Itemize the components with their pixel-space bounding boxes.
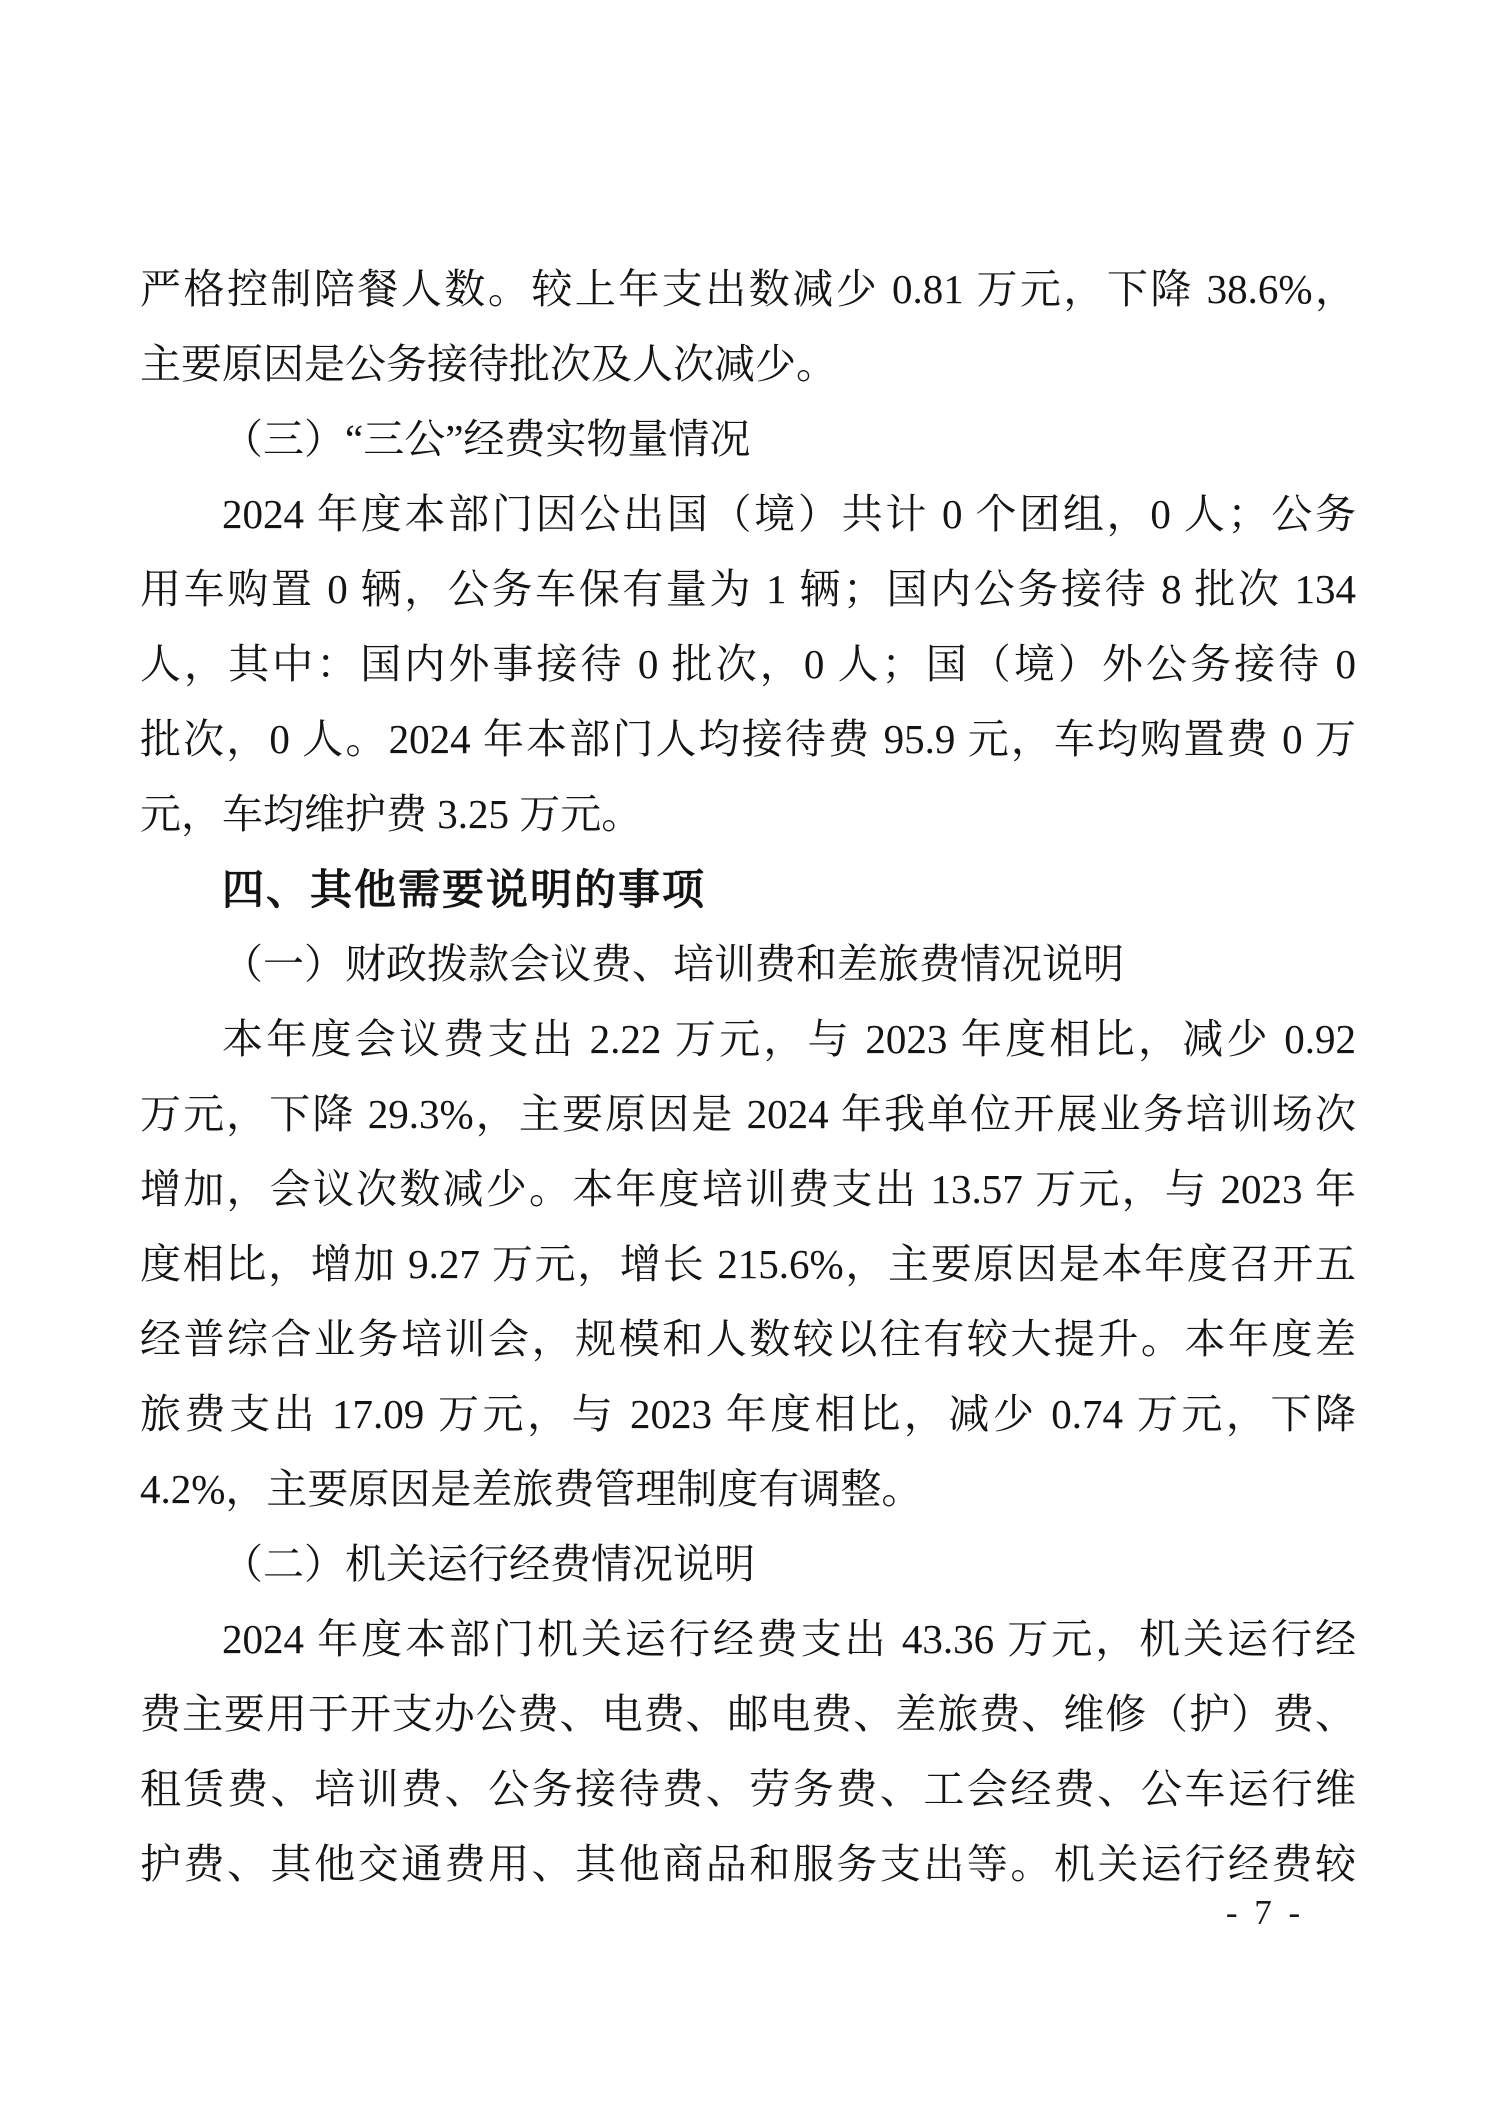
text-line: 本年度会议费支出 2.22 万元，与 2023 年度相比，减少 0.92 <box>222 1016 1356 1062</box>
text-line: 严格控制陪餐人数。较上年支出数减少 0.81 万元，下降 38.6%， <box>140 266 1356 312</box>
text-line: 经普综合业务培训会，规模和人数较以往有较大提升。本年度差 <box>140 1316 1356 1362</box>
page-number: - 7 - <box>1225 1893 1305 1932</box>
text-line: 4.2%，主要原因是差旅费管理制度有调整。 <box>140 1466 923 1512</box>
text-line: 度相比，增加 9.27 万元，增长 215.6%，主要原因是本年度召开五 <box>140 1241 1356 1287</box>
text-line: （三）“三公”经费实物量情况 <box>222 416 751 462</box>
text-line: 护费、其他交通费用、其他商品和服务支出等。机关运行经费较 <box>140 1841 1356 1887</box>
text-line: 批次，0 人。2024 年本部门人均接待费 95.9 元，车均购置费 0 万 <box>140 716 1356 762</box>
text-line: 增加，会议次数减少。本年度培训费支出 13.57 万元，与 2023 年 <box>140 1166 1356 1212</box>
text-line: 费主要用于开支办公费、电费、邮电费、差旅费、维修（护）费、 <box>140 1691 1356 1737</box>
text-line: 人，其中：国内外事接待 0 批次，0 人；国（境）外公务接待 0 <box>140 641 1356 687</box>
text-line: （一）财政拨款会议费、培训费和差旅费情况说明 <box>222 941 1124 987</box>
document-body <box>140 252 1356 1902</box>
text-line: 元，车均维护费 3.25 万元。 <box>140 791 643 837</box>
text-line: 用车购置 0 辆，公务车保有量为 1 辆；国内公务接待 8 批次 134 <box>140 566 1356 612</box>
text-line: 租赁费、培训费、公务接待费、劳务费、工会经费、公车运行维 <box>140 1766 1356 1812</box>
text-line: 主要原因是公务接待批次及人次减少。 <box>140 341 837 387</box>
text-line: （二）机关运行经费情况说明 <box>222 1541 755 1587</box>
text-line: 2024 年度本部门因公出国（境）共计 0 个团组，0 人；公务 <box>222 491 1356 537</box>
text-line: 2024 年度本部门机关运行经费支出 43.36 万元，机关运行经 <box>222 1616 1356 1662</box>
text-line: 万元，下降 29.3%，主要原因是 2024 年我单位开展业务培训场次 <box>140 1091 1356 1137</box>
text-line: 旅费支出 17.09 万元，与 2023 年度相比，减少 0.74 万元，下降 <box>140 1391 1356 1437</box>
section-heading: 四、其他需要说明的事项 <box>222 866 707 913</box>
